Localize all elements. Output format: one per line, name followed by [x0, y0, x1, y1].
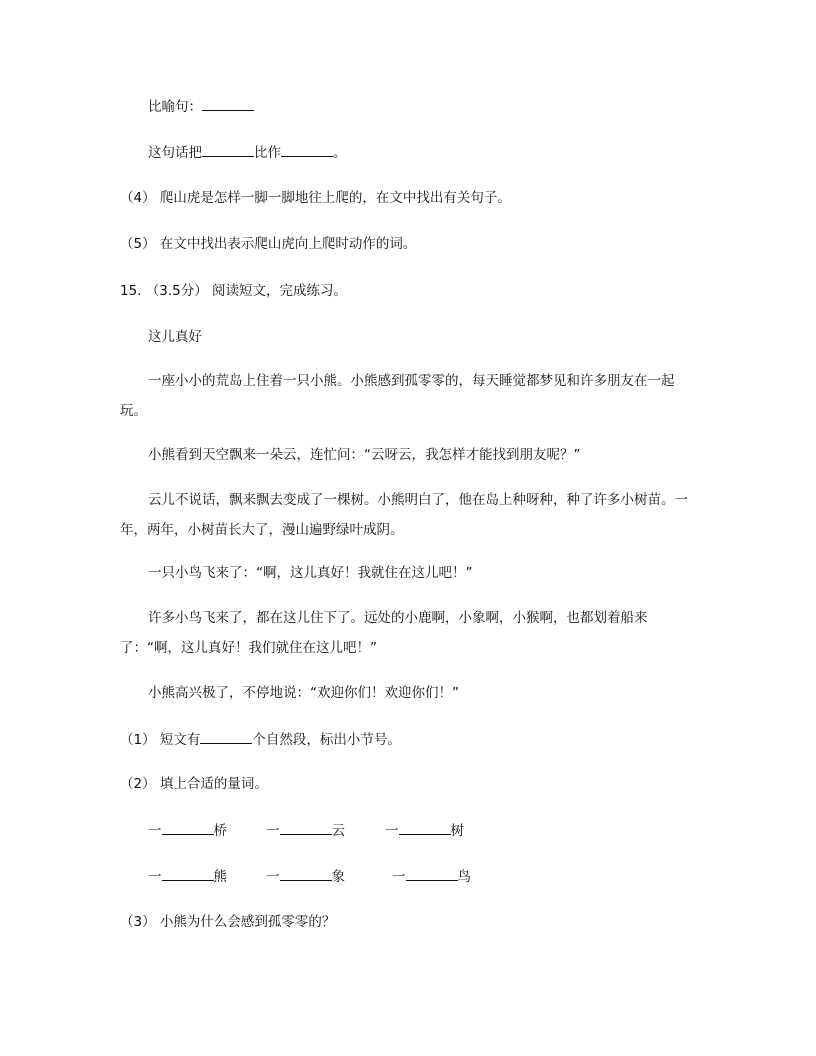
- passage-paragraph: 小熊高兴极了，不停地说：“欢迎你们！欢迎你们！”: [148, 685, 459, 701]
- passage-paragraph: 云儿不说话，飘来飘去变成了一棵树。小熊明白了，他在岛上种呀种，种了许多小树苗。一年，两年，小树苗长大了，漫山遍野绿叶成阴。: [120, 492, 688, 538]
- answer-blank[interactable]: [202, 142, 254, 157]
- sub-question-2: （2） 填上合适的量词。: [120, 776, 268, 792]
- answer-blank[interactable]: [399, 820, 451, 835]
- answer-blank[interactable]: [281, 142, 333, 157]
- metaphor-label: 比喻句：: [148, 99, 202, 115]
- answer-blank[interactable]: [200, 729, 252, 744]
- answer-blank[interactable]: [280, 820, 332, 835]
- yi-prefix: 一: [148, 823, 162, 839]
- question-4: （4） 爬山虎是怎样一脚一脚地往上爬的，在文中找出有关句子。: [120, 190, 511, 206]
- passage-paragraph: 一座小小的荒岛上住着一只小熊。小熊感到孤零零的，每天睡觉都梦见和许多朋友在一起玩。: [120, 373, 675, 419]
- yi-prefix: 一: [266, 823, 280, 839]
- passage-title: 这儿真好: [148, 329, 202, 345]
- yi-prefix: 一: [266, 869, 280, 885]
- measure-word-item: [392, 866, 471, 887]
- yi-prefix: 一: [392, 869, 406, 885]
- comparison-end: 。: [333, 145, 347, 161]
- sub-question-1: [120, 729, 401, 750]
- passage-paragraph: 一只小鸟飞来了：“啊，这儿真好！我就住在这儿吧！”: [148, 565, 473, 581]
- yi-prefix: 一: [148, 869, 162, 885]
- answer-blank[interactable]: [162, 866, 214, 881]
- sub-question-3: （3） 小熊为什么会感到孤零零的？: [120, 914, 336, 930]
- metaphor-line: [148, 96, 254, 117]
- noun: 桥: [213, 823, 227, 839]
- measure-word-item: [148, 866, 227, 887]
- measure-word-item: [266, 866, 345, 887]
- noun: 云: [331, 823, 345, 839]
- measure-word-item: [148, 820, 227, 841]
- answer-blank[interactable]: [162, 820, 214, 835]
- comparison-prefix: 这句话把: [148, 145, 202, 161]
- question-15-header: 15. （3.5分） 阅读短文，完成练习。: [120, 283, 348, 299]
- comparison-line: [148, 142, 347, 163]
- measure-word-item: [266, 820, 345, 841]
- noun: 熊: [213, 869, 227, 885]
- passage-paragraph: 小熊看到天空飘来一朵云，连忙问：“云呀云，我怎样才能找到朋友呢？”: [148, 447, 581, 463]
- answer-blank[interactable]: [406, 866, 458, 881]
- answer-blank[interactable]: [202, 96, 254, 111]
- yi-prefix: 一: [385, 823, 399, 839]
- passage-paragraph: 许多小鸟飞来了，都在这儿住下了。远处的小鹿啊，小象啊，小猴啊，也都划着船来了：“啊，这儿真好！我们就住在这儿吧！”: [120, 610, 648, 656]
- noun: 鸟: [457, 869, 471, 885]
- measure-word-item: [385, 820, 464, 841]
- comparison-mid: 比作: [254, 145, 281, 161]
- sub-question-1-prefix: （1） 短文有: [120, 732, 201, 748]
- noun: 象: [331, 869, 345, 885]
- noun: 树: [450, 823, 464, 839]
- sub-question-1-suffix: 个自然段，标出小节号。: [252, 732, 401, 748]
- question-5: （5） 在文中找出表示爬山虎向上爬时动作的词。: [120, 236, 417, 252]
- answer-blank[interactable]: [280, 866, 332, 881]
